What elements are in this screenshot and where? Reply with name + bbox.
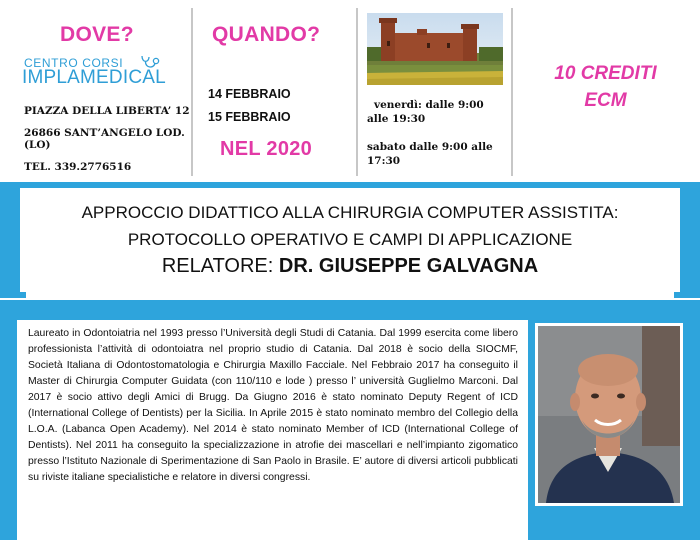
credits-line1: 10 CREDITI [554,63,657,84]
column-divider [356,8,358,176]
event-year: NEL 2020 [220,138,313,160]
castle-photo [367,13,503,85]
where-heading: DOVE? [60,23,134,46]
column-divider [191,8,193,176]
date-1: 14 FEBBRAIO [208,87,291,101]
address-line3: (LO) [24,139,51,151]
credits-line2: ECM [584,90,627,111]
event-info-strip [0,0,700,183]
course-title-line2: PROTOCOLLO OPERATIVO E CAMPI DI APPLICAZIONE [127,230,573,249]
logo-line2: IMPLAMEDICAL [22,67,166,88]
stethoscope-logo-icon [139,54,163,72]
when-heading: QUANDO? [212,23,321,46]
saturday-schedule-line2: 17:30 [367,155,401,167]
course-title-line1: APPROCCIO DIDATTICO ALLA CHIRURGIA COMPUTER ASSISTITA: [81,203,619,222]
speaker-label: RELATORE: [161,255,274,277]
speaker-biography: Laureato in Odontoiatria nel 1993 presso l’Università degli Studi di Catania. Dal 1999 esercita come libero professionista l’attività di odontoiatra nel proprio studio di Catania. Dal 2018 è socio della SIOCMF, Società Italiana di Odontostomatologia e Chirurgia Maxillo Facciale. Nel Febbraio 2017 ha conseguito il Master di Chirurgia Computer Guidata (con 110/110 e lode ) presso l’ università Guglielmo Marconi. Dal 2017 è socio attivo degli Amici di Brugg. Da Giugno 2016 è stato nominato Deputy Regent of ICD (International College of Dentists) per la Sicilia. In Aprile 2015 è stato nominato membro del Collegio della L.O.A. (Labanca Open Academy). Nel 2014 è stato nominato Member of ICD (International College of Dentists). Nel 2011 ha conseguito la specializzazione in atrofie dei mascellari e nell’impianto zigomatico presso l’Istituto Nazionale di Sperimentazione di San Paolo in Brasile. E’ autore di diversi articoli pubblicati su riviste italiane specialistiche e relatore in diversi congressi. [28,328,518,483]
logo-line1: CENTRO CORSI [24,56,124,70]
address-line1: PIAZZA DELLA LIBERTA’ 12 [24,105,190,117]
address-line2: 26866 SANT’ANGELO LOD. [24,127,185,139]
speaker-photo [535,323,683,506]
speaker-line [20,255,680,278]
date-2: 15 FEBBRAIO [208,110,291,124]
phone-number: TEL. 339.2776516 [24,161,132,173]
saturday-schedule-line1: sabato dalle 9:00 alle [367,141,493,153]
friday-schedule-line1: venerdì: dalle 9:00 [374,99,484,111]
speaker-name: DR. GIUSEPPE GALVAGNA [278,255,539,277]
friday-schedule-line2: alle 19:30 [367,113,426,125]
